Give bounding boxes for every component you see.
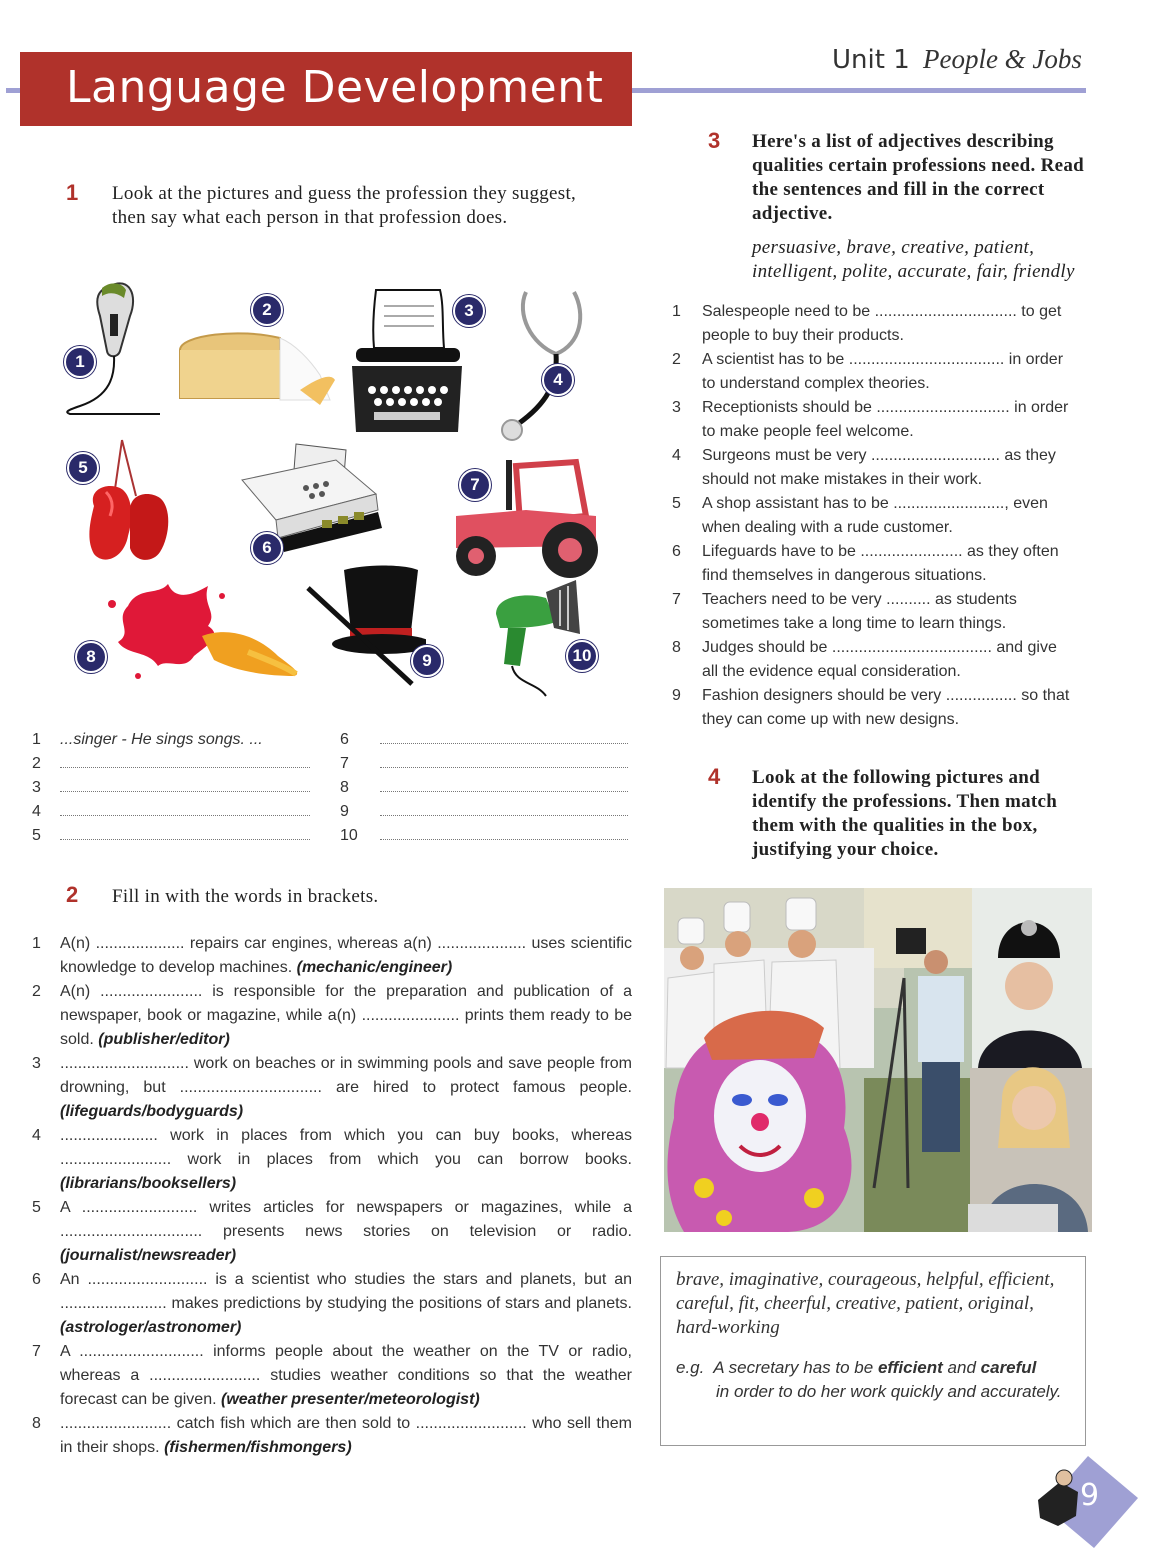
ex3-item: 4 Surgeons must be very ............................. as they should not make mistakes in their work. [672,447,1056,488]
answer-line[interactable]: 5 [32,824,322,848]
ex3-item: 3 Receptionists should be .............................. in order to make people feel welcome. [672,399,1069,440]
answer-line[interactable]: 10 [340,824,632,848]
ex3-item: 2 A scientist has to be ................................... in order to understand complex theories. [672,351,1064,392]
stethoscope-icon [496,284,596,444]
ex2-number: 2 [66,882,79,907]
police-officer-photo [972,888,1092,1068]
ex2-item: 4 ...................... work in places from which you can buy books, whereas ......................... work in places from which you can borrow books. (librarians/booksellers) [32,1127,632,1192]
picture-badge-3: 3 [453,295,485,327]
ex3-number: 3 [708,128,721,153]
picture-badge-7: 7 [459,469,491,501]
picture-badge-5: 5 [67,452,99,484]
ex2-item: 3 ............................. work on beaches or in swimming pools and save people from drowning, but ................................ are hired to protect famous people. (lifeguards/bodyguards) [32,1055,632,1120]
ex1-number: 1 [66,180,79,205]
picture-badge-1: 1 [64,346,96,378]
ex4-number: 4 [708,764,721,789]
unit-heading [832,44,1082,75]
header-rule-right [632,88,1086,93]
answer-line[interactable]: 6 [340,728,632,752]
answer-line[interactable]: 9 [340,800,632,824]
answer-line[interactable]: 1 ...singer - He sings songs. ... [32,731,263,748]
typewriter-icon [348,286,466,434]
ex3-item: 6 Lifeguards have to be ....................... as they often find themselves in dangerous situations. [672,543,1059,584]
ex2-item: 1 A(n) .................... repairs car engines, whereas a(n) .................... uses scientific knowledge to develop machines. (mechanic/engineer) [32,935,632,976]
ex3-items [672,300,1076,732]
answer-line[interactable]: 7 [340,752,632,776]
boxing-gloves-icon [84,436,174,570]
top-hat-wand-icon [304,560,426,686]
ex3-item: 5 A shop assistant has to be ........................., even when dealing with a rude customer. [672,495,1048,536]
ex1-instruction: Look at the pictures and guess the profession they suggest, then say what each person in that profession does. [112,183,577,228]
ex1-answers-right [340,728,632,848]
ex3-item: 9 Fashion designers should be very ................ so that they can come up with new designs. [672,687,1070,728]
page-number: 9 [1080,1478,1100,1513]
unit-subtitle: People & Jobs [922,44,1082,74]
ex4-instruction: Look at the following pictures and identify the professions. Then match them with the qualities in the box, justifying your choice. [752,767,1058,860]
answer-line[interactable]: 2 [32,752,322,776]
section-title-bar [20,52,632,126]
answer-line[interactable]: 4 [32,800,322,824]
ex3-item: 7 Teachers need to be very .......... as students sometimes take a long time to learn things. [672,591,1017,632]
picture-badge-2: 2 [251,294,283,326]
unit-label: Unit 1 [832,45,910,75]
ex2-instruction: Fill in with the words in brackets. [112,886,379,907]
picture-badge-6: 6 [251,532,283,564]
ex2-item: 5 A .......................... writes articles for newspapers or magazines, while a ................................ presents news stories on television or radio. (journalist/newsreader) [32,1199,632,1264]
ex1-answers-left [32,728,322,848]
bread-icon [170,320,340,410]
hair-dryer-icon [486,574,582,700]
ex2-item: 6 An ........................... is a scientist who studies the stars and planets, but an ........................ makes predictions by studying the positions of stars and planets. (astrologer/astronomer) [32,1271,632,1336]
ex2-item: 7 A ............................ informs people about the weather on the TV or radio, whereas a ......................... studies weather conditions so that the weather forecast can be given. (weather presenter/meteorologist) [32,1343,632,1408]
section-title: Language Development [66,62,604,113]
ex2-item: 8 ......................... catch fish which are then sold to ......................... who sell them in their shops. (fishermen/fishmongers) [32,1415,632,1456]
answer-line[interactable]: 8 [340,776,632,800]
qualities-words: brave, imaginative, courageous, helpful, efficient, careful, fit, cheerful, creative, patient, original, hard-working [676,1269,1055,1338]
picture-badge-4: 4 [542,364,574,396]
picture-badge-8: 8 [75,641,107,673]
ex3-item: 8 Judges should be .................................... and give all the evidence equal consideration. [672,639,1057,680]
secretary-photo [968,1067,1092,1232]
ex2-item: 2 A(n) ....................... is responsible for the preparation and publication of a newspaper, book or magazine, while a(n) ...................... prints them ready to be sold. (publisher/editor) [32,983,632,1048]
picture-badge-9: 9 [411,645,443,677]
picture-badge-10: 10 [566,640,598,672]
ex2-items [32,932,632,1460]
ex3-adjectives: persuasive, brave, creative, patient, intelligent, polite, accurate, fair, friendly [752,237,1075,282]
answer-line[interactable]: 3 [32,776,322,800]
professions-photo [664,888,1092,1232]
example-sentence: e.g. A secretary has to be efficient and careful in order to do her work quickly and accurately. [676,1358,1062,1401]
ex3-instruction: Here's a list of adjectives describing qualities certain professions need. Read the sentences and fill in the correct adjective. [752,131,1085,224]
ex3-item: 1 Salespeople need to be ................................ to get people to buy their products. [672,303,1062,344]
paint-splash-icon [98,576,304,684]
